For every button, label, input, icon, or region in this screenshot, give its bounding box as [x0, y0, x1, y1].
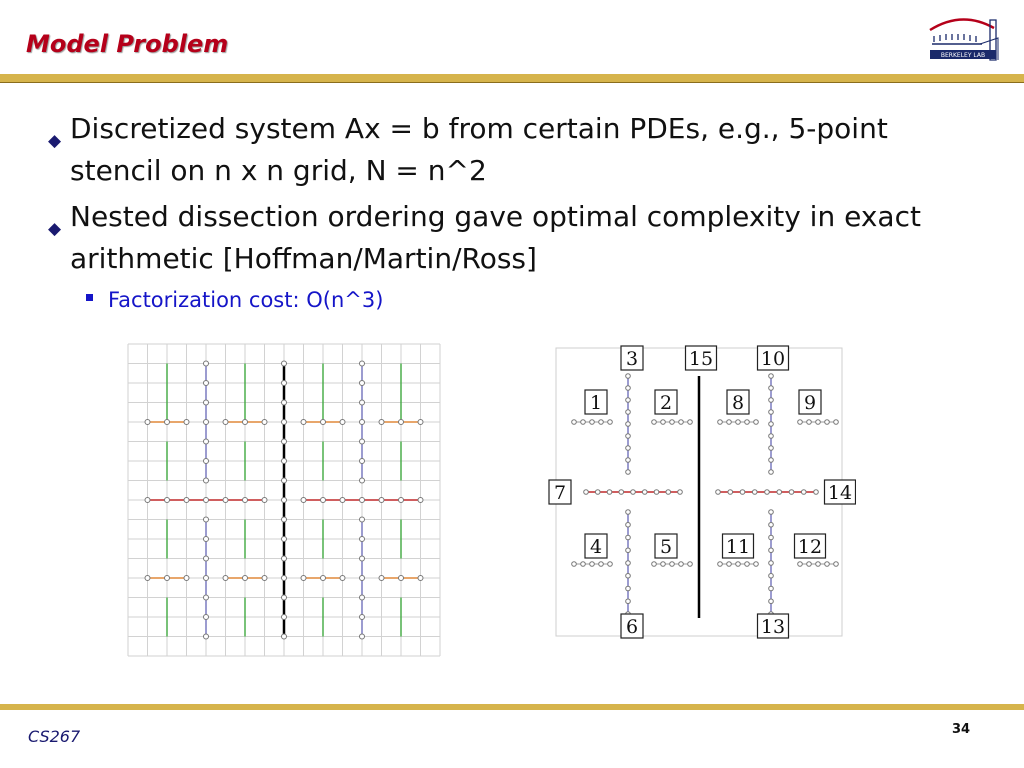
svg-text:7: 7 — [553, 482, 567, 504]
level3-separator — [360, 361, 365, 483]
level4-separator — [379, 576, 423, 581]
separator-10-line — [769, 374, 774, 475]
separator-label-3 — [621, 346, 643, 370]
berkeley-lab-logo — [924, 14, 1006, 66]
separator-label-7 — [549, 480, 571, 504]
separator-label-6 — [621, 614, 643, 638]
footer-accent-bar — [0, 704, 1024, 710]
diamond-bullet-icon: ◆ — [48, 219, 62, 239]
bullet-nested-dissection — [48, 196, 948, 280]
svg-text:12: 12 — [797, 536, 823, 558]
separator-label-13 — [758, 614, 789, 638]
separator-14-line — [716, 490, 819, 495]
header-accent-bar — [0, 74, 1024, 82]
svg-text:11: 11 — [725, 536, 751, 558]
separator-6-line — [626, 510, 631, 617]
svg-text:13: 13 — [760, 616, 786, 638]
svg-text:6: 6 — [625, 616, 639, 638]
level4-separator — [301, 420, 345, 425]
separator-label-12 — [795, 534, 826, 558]
level2-separator-right — [301, 498, 423, 503]
bullet-text: Nested dissection ordering gave optimal complexity in exact arithmetic [Hoffman/Martin/Ross] — [70, 200, 921, 275]
level4-separator — [379, 420, 423, 425]
separator-13-line — [769, 510, 774, 617]
level4-separator — [145, 420, 189, 425]
separator-label-4 — [585, 534, 607, 558]
header-accent-line — [0, 82, 1024, 83]
sub-bullet-text: Factorization cost: O(n^3) — [108, 288, 384, 312]
bullet-discretized-system — [48, 108, 948, 192]
separator-label-9 — [799, 390, 821, 414]
slide-title: Model Problem — [26, 30, 229, 58]
square-bullet-icon — [86, 294, 93, 301]
separator-label-10 — [758, 346, 789, 370]
bullet-text: Discretized system Ax = b from certain PDEs, e.g., 5-point stencil on n x n grid, N = n^2 — [70, 112, 888, 187]
level3-separator — [360, 517, 365, 639]
separator-label-15 — [686, 346, 717, 370]
svg-text:8: 8 — [731, 392, 745, 414]
svg-text:9: 9 — [803, 392, 817, 414]
svg-text:1: 1 — [589, 392, 603, 414]
separator-label-2 — [655, 390, 677, 414]
course-label: CS267 — [28, 727, 81, 746]
level2-separator-left — [145, 498, 267, 503]
svg-text:14: 14 — [827, 482, 853, 504]
level3-separator — [204, 517, 209, 639]
separator-label-8 — [727, 390, 749, 414]
page-number: 34 — [952, 722, 971, 737]
svg-text:10: 10 — [760, 348, 786, 370]
svg-text:5: 5 — [659, 536, 673, 558]
top-separator — [282, 361, 287, 639]
separator-3-line — [626, 374, 631, 475]
level4-separator — [301, 576, 345, 581]
svg-text:2: 2 — [659, 392, 673, 414]
separator-label-5 — [655, 534, 677, 558]
separator-label-14 — [825, 480, 856, 504]
level3-separator — [204, 361, 209, 483]
grid-separator-figure — [126, 342, 442, 658]
svg-text:4: 4 — [589, 536, 603, 558]
diamond-bullet-icon: ◆ — [48, 131, 62, 151]
separator-label-11 — [723, 534, 754, 558]
sub-bullet-factorization-cost — [86, 288, 383, 312]
separator-label-1 — [585, 390, 607, 414]
svg-text:BERKELEY LAB: BERKELEY LAB — [940, 52, 986, 59]
separator-7-line — [584, 490, 683, 495]
svg-text:15: 15 — [688, 348, 714, 370]
level4-separator — [223, 576, 267, 581]
svg-text:3: 3 — [625, 348, 639, 370]
separator-numbering-figure — [548, 342, 856, 640]
level4-separator — [145, 576, 189, 581]
level4-separator — [223, 420, 267, 425]
